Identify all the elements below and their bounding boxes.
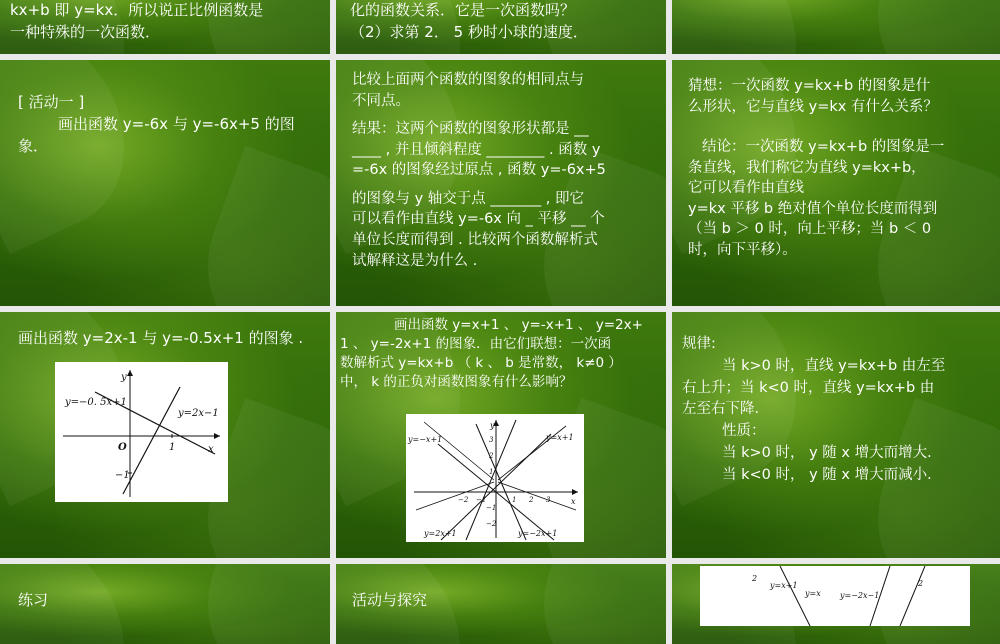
label-x-plus-1: y=x+1: [770, 581, 798, 590]
slide-conjecture: [672, 60, 1000, 306]
graph-r4: [700, 566, 970, 626]
slide-r1-c1: [0, 0, 330, 54]
text-line: （当 b ＞ 0 时，向上平移；当 b ＜ 0: [688, 221, 932, 238]
slide-r4-c2-text: [352, 590, 427, 612]
slide-rules: [672, 312, 1000, 558]
label-2x-plus-1: y=2x+1: [424, 529, 457, 538]
tick-x-label: 2: [529, 496, 534, 504]
text-line: 不同点。: [352, 92, 410, 109]
text-line: 么形状，它与直线 y=kx 有什么关系？: [688, 98, 938, 115]
y-axis-label: y: [121, 372, 127, 383]
x-axis-arrow: [572, 489, 578, 495]
tick-label: 2: [918, 579, 924, 588]
slide-r1-c3: [672, 0, 1000, 54]
tick-x-label: 1: [512, 496, 517, 504]
text-line: 条直线，我们称它为直线 y=kx+b，: [688, 159, 926, 176]
text-line: 比较上面两个函数的图象的相同点与: [352, 72, 584, 88]
text-line: 画出函数 y=2x-1 与 y=-0.5x+1 的图象 .: [18, 329, 304, 347]
label-2x-minus-1: y=2x−1: [178, 408, 219, 419]
text-line: 当 k<0 时， y 随 x 增大而减小．: [722, 466, 942, 483]
line-extra-d: [498, 482, 576, 510]
text-line: 一种特殊的一次函数．: [10, 22, 161, 41]
line-extra-a: [424, 422, 494, 480]
slide-r4-c2: [336, 564, 666, 644]
text-line: 活动与探究: [352, 591, 428, 609]
graph-r4-svg: [700, 566, 970, 626]
text-line: 猜想：一次函数 y=kx+b 的图象是什: [688, 78, 931, 94]
line-2x-minus-1: [123, 387, 180, 494]
text-line: y=kx 平移 b 绝对值个单位长度而得到: [688, 200, 938, 217]
y-axis-label: y: [490, 421, 495, 430]
slide-four-lines: [336, 312, 666, 558]
text-line: 结果：这两个函数的图象形状都是 __: [352, 121, 589, 138]
slide-r1-c2-text: [350, 0, 660, 44]
text-line: kx+b 即 y=kx．所以说正比例函数是: [10, 1, 264, 19]
text-line: 单位长度而得到 . 比较两个函数解析式: [352, 232, 598, 249]
slide-four-lines-text: [340, 316, 662, 393]
text-line: 象．: [18, 136, 49, 155]
y-axis-arrow: [127, 370, 133, 376]
tick-y-label: −2: [486, 520, 497, 528]
slide-rules-text: [682, 334, 994, 486]
tick-x-label: −2: [458, 496, 469, 504]
tick-x-label: 1: [169, 442, 176, 453]
text-line: 右上升；当 k<0 时，直线 y=kx+b 由: [682, 379, 935, 396]
line-c: [900, 566, 925, 626]
text-line: 画出函数 y=x+1 、 y=-x+1 、 y=2x+: [394, 317, 643, 333]
tick-label: 2: [752, 574, 758, 583]
graph-two-lines: [55, 362, 228, 502]
slide-activity-one-text: [18, 92, 323, 157]
text-line: 可以看作由直线 y=-6x 向 _ 平移 __ 个: [352, 211, 605, 228]
slide-r1-c1-text: [10, 0, 325, 44]
tick-y-label: −1: [486, 504, 497, 512]
property-title: 性质：: [722, 423, 766, 439]
label-neg-half-x: y=−0. 5x+1: [65, 397, 127, 408]
text-line: 数解析式 y=kx+b （ k 、 b 是常数， k≠0 ）: [340, 355, 622, 372]
slide-r4-c3: [672, 564, 1000, 644]
label-x-plus-1: y=x+1: [546, 433, 574, 442]
activity-heading: [ 活动一 ]: [18, 93, 85, 111]
slide-compare: [336, 60, 666, 306]
text-line: 试解释这是为什么 .: [352, 252, 478, 269]
text-line: （2）求第 2． 5 秒时小球的速度．: [350, 22, 588, 41]
tick-x-label: −1: [476, 496, 487, 504]
text-line: 当 k>0 时，直线 y=kx+b 由左至: [722, 357, 946, 374]
slide-activity-one: [0, 60, 330, 306]
rules-title: 规律:: [682, 336, 716, 352]
graph-four-lines-svg: [406, 414, 584, 542]
slide-compare-text: [352, 70, 662, 271]
text-line: 时，向下平移）。: [688, 242, 797, 259]
label-neg-x-plus-1: y=−x+1: [408, 435, 443, 444]
text-line: 当 k>0 时， y 随 x 增大而增大．: [722, 444, 942, 461]
x-axis-arrow: [214, 433, 220, 439]
slide-r4-c1-text: [18, 590, 48, 612]
text-line: 1 、 y=-2x+1 的图象．由它们联想：一次函: [340, 336, 612, 353]
label-neg-2x-minus-1: y=−2x−1: [840, 591, 880, 600]
slide-r4-c1: [0, 564, 330, 644]
text-line: 结论：一次函数 y=kx+b 的图象是一: [702, 139, 945, 156]
slide-draw-two-text: [18, 328, 328, 350]
graph-four-lines: [406, 414, 584, 542]
text-line: 中， k 的正负对函数图象有什么影响？: [340, 374, 573, 391]
text-line: 的图象与 y 轴交于点 _______ , 即它: [352, 190, 584, 207]
text-line: 它可以看作由直线: [688, 180, 804, 197]
tick-y-label: −1: [115, 470, 130, 481]
text-line: 练习: [18, 591, 49, 609]
tick-x-label: 3: [546, 496, 551, 504]
x-axis-label: x: [571, 497, 576, 506]
slide-draw-two: [0, 312, 330, 558]
tick-y-label: 1: [489, 468, 494, 476]
x-axis-label: x: [208, 444, 214, 455]
tick-y-label: 2: [489, 452, 494, 460]
text-line: 化的函数关系．它是一次函数吗？: [350, 1, 576, 19]
text-line: =-6x 的图象经过原点 , 函数 y=-6x+5: [352, 162, 606, 179]
label-x: y=x: [805, 589, 821, 598]
tick-y-label: 3: [489, 436, 494, 444]
slide-conjecture-text: [688, 76, 996, 261]
text-line: 画出函数 y=-6x 与 y=-6x+5 的图: [58, 114, 295, 133]
origin-label: O: [118, 442, 127, 453]
label-neg-2x-plus-1: y=−2x+1: [518, 529, 558, 538]
graph-two-lines-svg: [55, 362, 228, 502]
slide-r1-c2: [336, 0, 666, 54]
text-line: 左至右下降．: [682, 401, 769, 418]
text-line: ____ , 并且倾斜程度 ________ . 函数 y: [352, 141, 601, 158]
